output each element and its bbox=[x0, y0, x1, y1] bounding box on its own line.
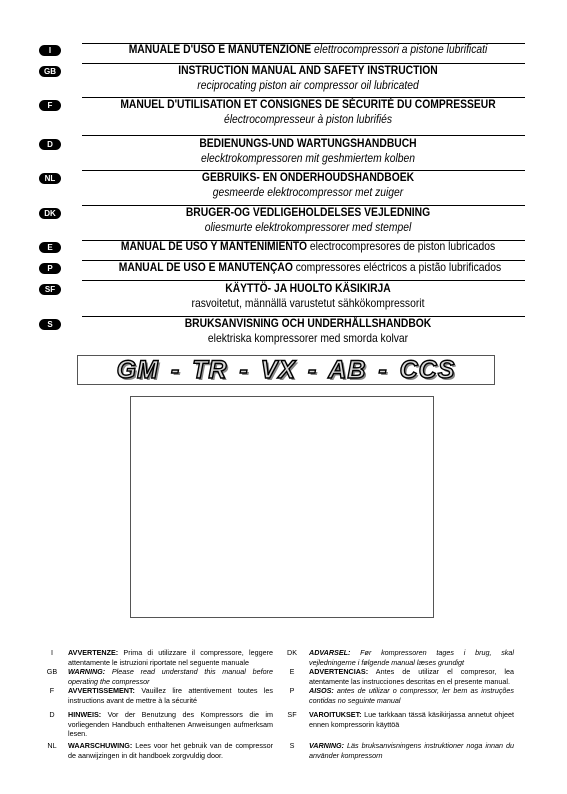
warning-language-code: F bbox=[49, 686, 55, 695]
language-badge: F bbox=[39, 100, 61, 111]
manual-title: MANUALE D'USO E MANUTENZIONE elettrocompressori a pistone lubrificati bbox=[128, 42, 488, 56]
manual-title: BEDIENUNGS-UND WARTUNGSHANDBUCH bbox=[199, 136, 417, 150]
manual-subtitle: électrocompresseur à piston lubrifiés bbox=[223, 112, 393, 126]
warning-text: VAROITUKSET: Lue tarkkaan tässä käsikirjassa annetut ohjeet ennen kompressorin käyttöä bbox=[309, 710, 514, 729]
warning-text: WARNING: Please read understand this manual before operating the compressor bbox=[68, 667, 273, 686]
manual-title: MANUAL DE USO Y MANTENIMIENTO electrocompresores de piston lubricados bbox=[120, 239, 496, 253]
manual-subtitle: oliesmurte elektrokompressorer med stempel bbox=[204, 220, 412, 234]
warning-language-code: E bbox=[289, 667, 295, 676]
models-banner bbox=[77, 355, 495, 385]
manual-title: INSTRUCTION MANUAL AND SAFETY INSTRUCTION bbox=[178, 63, 438, 77]
language-badge: D bbox=[39, 139, 61, 150]
warning-text: WAARSCHUWING: Lees voor het gebruik van de compressor de aanwijzingen in dit handboek zorgvuldig door. bbox=[68, 741, 273, 760]
manual-title: BRUKSANVISNING OCH UNDERHÅLLSHANDBOK bbox=[184, 316, 432, 330]
warning-language-code: GB bbox=[46, 667, 58, 676]
warning-language-code: D bbox=[49, 710, 55, 719]
warning-text: AISOS: antes de utilizar o compressor, ler bem as instruções contidas no seguinte manual bbox=[309, 686, 514, 705]
language-badge: I bbox=[39, 45, 61, 56]
manual-title: BRUGER-OG VEDLIGEHOLDELSES VEJLEDNING bbox=[185, 205, 431, 219]
manual-subtitle: gesmeerde elektrocompressor met zuiger bbox=[212, 185, 404, 199]
warning-text: AVVERTENZE: Prima di utilizzare il compressore, leggere attentamente le istruzioni riportate nel seguente manuale bbox=[68, 648, 273, 667]
language-badge: P bbox=[39, 263, 61, 274]
language-badge: GB bbox=[39, 66, 61, 77]
warning-text: VARNING: Läs bruksanvisningens instruktioner noga innan du använder kompressorn bbox=[309, 741, 514, 760]
warning-language-code: P bbox=[289, 686, 295, 695]
warning-text: ADVERTENCIAS: Antes de utilizar el compresor, lea atentamente las instrucciones descritas en el presente manual. bbox=[309, 667, 514, 686]
warning-text: AVVERTISSEMENT: Vauillez lire attentivement toutes les instructions avant de mettre à la sécurité bbox=[68, 686, 273, 705]
models-title: GM - TR - VX - AB - CCS bbox=[116, 356, 456, 384]
manual-title: MANUAL DE USO E MANUTENÇAO compressores eléctricos a pistão lubrificados bbox=[118, 260, 502, 274]
language-badge: DK bbox=[39, 208, 61, 219]
manual-title: KÄYTTÖ- JA HUOLTO KÄSIKIRJA bbox=[225, 281, 391, 295]
manual-subtitle: elektriska kompressorer med smorda kolvar bbox=[207, 331, 409, 345]
language-badge: S bbox=[39, 319, 61, 330]
manual-subtitle: rasvoitetut, männällä varustetut sähkökompressorit bbox=[191, 296, 425, 310]
product-image-frame bbox=[130, 396, 434, 618]
warning-language-code: I bbox=[51, 648, 53, 657]
warning-text: ADVARSEL: Før kompressoren tages i brug, skal vejledningerne i følgende manual læses grundigt bbox=[309, 648, 514, 667]
manual-title: MANUEL D'UTILISATION ET CONSIGNES DE SÉCURITÉ DU COMPRESSEUR bbox=[120, 97, 496, 111]
warning-text: HINWEIS: Vor der Benutzung des Kompressors die im vorliegenden Handbuch enthaltenen Anweisungen aufmerksam lesen. bbox=[68, 710, 273, 738]
manual-title: GEBRUIKS- EN ONDERHOUDSHANDBOEK bbox=[201, 170, 415, 184]
manual-subtitle: reciprocating piston air compressor oil lubricated bbox=[197, 78, 419, 92]
warning-language-code: DK bbox=[287, 648, 297, 657]
language-badge: NL bbox=[39, 173, 61, 184]
language-badge: E bbox=[39, 242, 61, 253]
warning-language-code: NL bbox=[47, 741, 57, 750]
warning-language-code: S bbox=[289, 741, 295, 750]
language-badge: SF bbox=[39, 284, 61, 295]
manual-subtitle: elecktrokompressoren mit geshmiertem kolben bbox=[201, 151, 415, 165]
warning-language-code: SF bbox=[287, 710, 297, 719]
